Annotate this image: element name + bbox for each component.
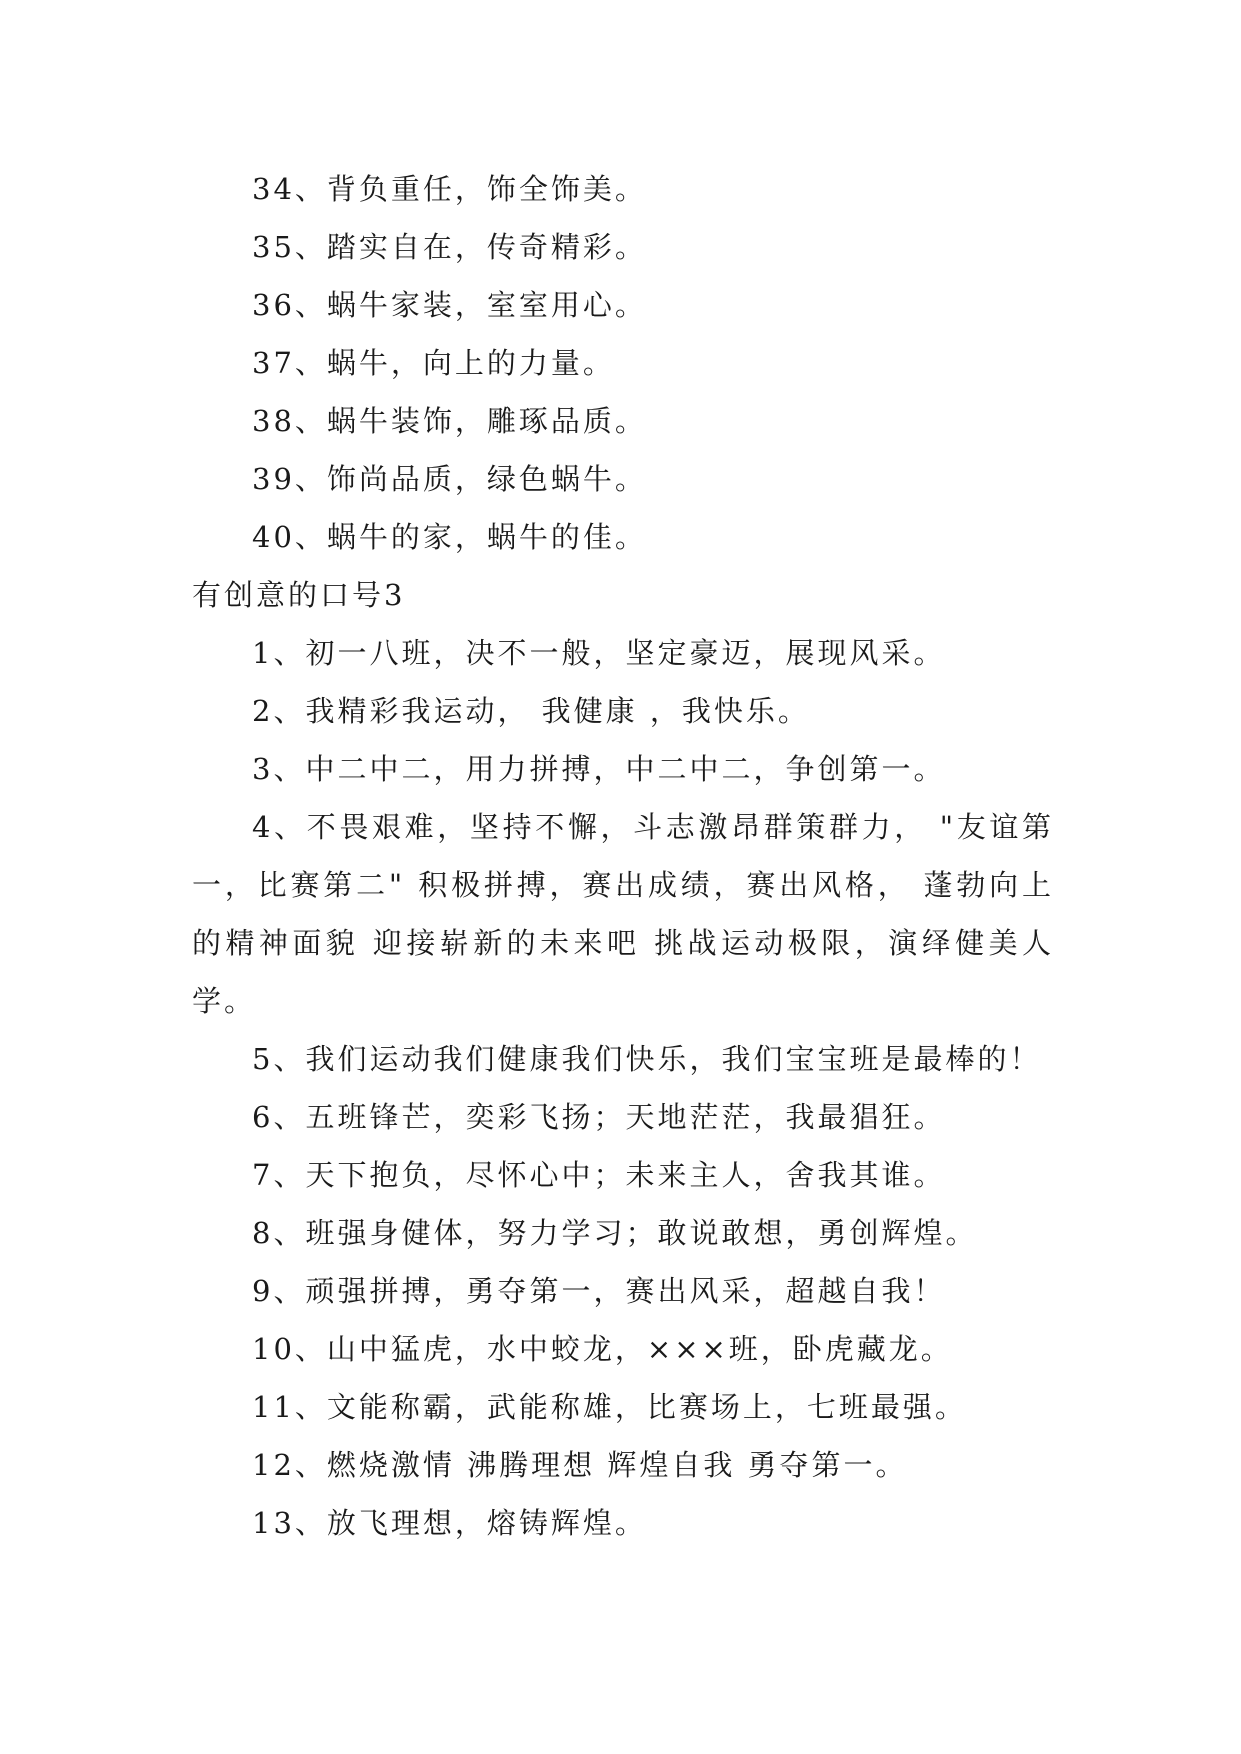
list-item: 10、山中猛虎，水中蛟龙，×××班，卧虎藏龙。 bbox=[252, 1332, 953, 1366]
section-heading: 有创意的口号3 bbox=[192, 578, 406, 612]
list-item: 38、蜗牛装饰，雕琢品质。 bbox=[252, 404, 647, 438]
list-item: 40、蜗牛的家，蜗牛的佳。 bbox=[252, 520, 647, 554]
list-item: 3、中二中二，用力拼搏，中二中二，争创第一。 bbox=[252, 752, 946, 786]
list-item: 5、我们运动我们健康我们快乐，我们宝宝班是最棒的！ bbox=[252, 1042, 1042, 1076]
list-item: 8、班强身健体，努力学习；敢说敢想，勇创辉煌。 bbox=[252, 1216, 978, 1250]
list-item: 34、背负重任，饰全饰美。 bbox=[252, 172, 647, 206]
list-item: 35、踏实自在，传奇精彩。 bbox=[252, 230, 647, 264]
list-item: 11、文能称霸，武能称雄，比赛场上，七班最强。 bbox=[252, 1390, 967, 1424]
list-item: 9、顽强拼搏，勇夺第一，赛出风采，超越自我！ bbox=[252, 1274, 946, 1308]
list-item: 36、蜗牛家装，室室用心。 bbox=[252, 288, 647, 322]
list-item: 1、初一八班，决不一般，坚定豪迈，展现风采。 bbox=[252, 636, 946, 670]
list-item: 39、饰尚品质，绿色蜗牛。 bbox=[252, 462, 647, 496]
list-item: 13、放飞理想，熔铸辉煌。 bbox=[252, 1506, 647, 1540]
list-item-paragraph: 4、不畏艰难，坚持不懈，斗志激昂群策群力， "友谊第一，比赛第二" 积极拼搏，赛出成绩，赛出风格， 蓬勃向上的精神面貌 迎接崭新的未来吧 挑战运动极限，演绎健美人学。 bbox=[192, 810, 1054, 1018]
list-item: 37、蜗牛，向上的力量。 bbox=[252, 346, 615, 380]
list-item: 2、我精彩我运动， 我健康 ，我快乐。 bbox=[252, 694, 810, 728]
list-item: 12、燃烧激情 沸腾理想 辉煌自我 勇夺第一。 bbox=[252, 1448, 908, 1482]
list-item: 7、天下抱负，尽怀心中；未来主人，舍我其谁。 bbox=[252, 1158, 946, 1192]
list-item: 6、五班锋芒，奕彩飞扬；天地茫茫，我最猖狂。 bbox=[252, 1100, 946, 1134]
document-body bbox=[192, 160, 1054, 1552]
